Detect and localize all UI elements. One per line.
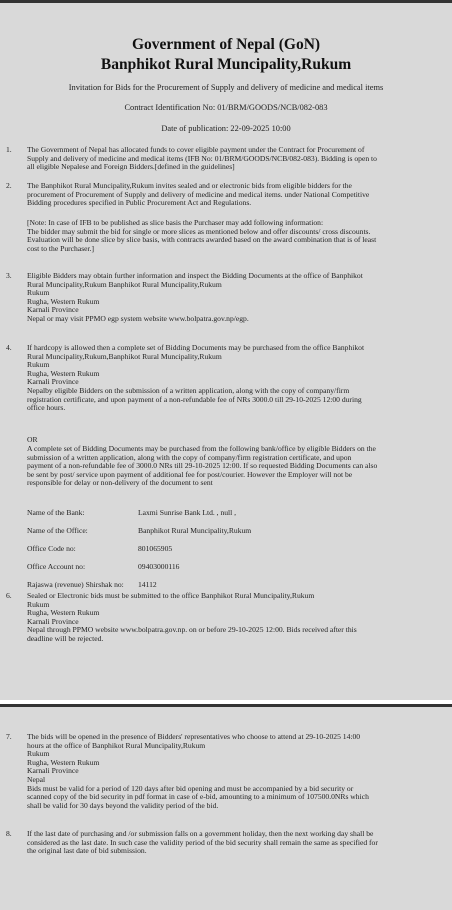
clause-text: Nepal or may visit PPMO egp system website www.bolpatra.gov.np/egp. <box>27 313 249 323</box>
clause-text: all eligible Nepalese and Foreign Bidders.[defined in the guidelines] <box>27 162 235 172</box>
bank-label: Rajaswa (revenue) Shirshak no: <box>27 580 124 589</box>
bank-value: 14112 <box>138 580 157 589</box>
clause-text: Bidding procedures specified in Public Procurement Act and Regulations. <box>27 198 252 208</box>
clause-text: Karnali Province <box>27 377 79 387</box>
contract-id: Contract Identification No: 01/BRM/GOODS/NCB/082-083 <box>124 103 328 112</box>
bank-row <box>27 562 427 572</box>
clause-text: Nepalby eligible Bidders on the submission of a written application, along with the copy of company/firm <box>27 385 350 395</box>
clause-text: shall be valid for 30 days beyond the validity period of the bid. <box>27 800 219 810</box>
clause-number: 4. <box>6 343 12 352</box>
clause-text: Bids must be valid for a period of 120 days after bid opening and must be accompanied by a bid security or <box>27 783 354 793</box>
clause-text: Rukum <box>27 749 50 759</box>
bank-row <box>27 580 427 590</box>
clause-text: A complete set of Bidding Documents may be purchased from the following bank/office by eligible Bidders on the <box>27 444 376 453</box>
note-text: Evaluation will be done slice by slice basis, with contracts awarded based on the award combination that is of least <box>27 235 377 245</box>
clause-number: 2. <box>6 181 12 190</box>
clause-text: Supply and delivery of medicine and medical items (IFB No: 01/BRM/GOODS/NCB/082-083). Bidding is open to <box>27 153 377 163</box>
clause-text: Rural Muncipality,Rukum,Banphikot Rural Muncipality,Rukum <box>27 351 222 361</box>
clause-text: responsible for delay or non-delivery of the document to sent <box>27 478 213 488</box>
clause-text: Karnali Province <box>27 766 79 776</box>
bank-label: Name of the Bank: <box>27 508 85 517</box>
bank-label: Name of the Office: <box>27 526 88 535</box>
bank-label: Office Code no: <box>27 544 76 553</box>
clause-text: Eligible Bidders may obtain further information and inspect the Bidding Documents at the office of Banphikot <box>27 271 363 280</box>
clause-text: The Banphikot Rural Muncipality,Rukum invites sealed and or electronic bids from eligible bidders for the <box>27 181 352 190</box>
clause-text: Rugha, Western Rukum <box>27 368 100 378</box>
alt-purchase-text <box>27 445 445 488</box>
bank-label: Office Account no: <box>27 562 86 571</box>
document-page-2 <box>0 704 452 910</box>
clause-text: Karnali Province <box>27 616 79 626</box>
clause-text: Rukum <box>27 360 50 370</box>
invitation-line: Invitation for Bids for the Procurement of Supply and delivery of medicine and medical items <box>68 83 384 92</box>
clause-text: If hardcopy is allowed then a complete set of Bidding Documents may be purchased from the office Banphikot <box>27 343 365 352</box>
clause-number: 6. <box>6 591 12 600</box>
clause-text: scanned copy of the bid security in pdf format in case of e-bid, amounting to a minimum of 107500.0NRs which <box>27 792 369 802</box>
bank-row <box>27 544 427 554</box>
bank-value: Banphikot Rural Muncipality,Rukum <box>138 526 252 535</box>
clause-number: 8. <box>6 829 12 838</box>
bank-row <box>27 508 427 518</box>
clause-text: The Government of Nepal has allocated funds to cover eligible payment under the Contract for Procurement of <box>27 145 365 154</box>
clause-text: office hours. <box>27 403 66 413</box>
clause-number: 1. <box>6 145 12 154</box>
clause-text: procurement of Procurement of Supply and delivery of medicine and medical items. under National Competitive <box>27 189 370 199</box>
clause-text: be sent by post/ service upon payment of additional fee for post/courier. However the Employer will not be <box>27 469 353 479</box>
bank-value: Laxmi Sunrise Bank Ltd. , null , <box>138 508 237 517</box>
clause-text: deadline will be rejected. <box>27 633 104 643</box>
clause-text: Rugha, Western Rukum <box>27 608 100 618</box>
clause-text: Rugha, Western Rukum <box>27 757 100 767</box>
clause-text: hours at the office of Banphikot Rural Muncipality,Rukum <box>27 740 206 750</box>
page-title: Government of Nepal (GoN) <box>131 36 321 53</box>
publication-date: Date of publication: 22-09-2025 10:00 <box>161 124 291 133</box>
page-top-border <box>0 704 452 707</box>
clause-text: The bids will be opened in the presence of Bidders' representatives who choose to attend at 29-10-2025 14:00 <box>27 732 361 741</box>
clause-text: Rukum <box>27 288 50 298</box>
clause-text: Rural Muncipality,Rukum Banphikot Rural Muncipality,Rukum <box>27 279 222 289</box>
clause-text: payment of a non-refundable fee of 3000.0 NRs till 29-10-2025 12:00. If so requested Bidding Documents can also <box>27 461 378 471</box>
page-subtitle: Banphikot Rural Muncipality,Rukum <box>100 56 352 73</box>
clause-number: 7. <box>6 732 12 741</box>
clause-number: 3. <box>6 271 12 280</box>
slice-note <box>27 219 445 253</box>
clause-text: submission of a written application, along with the copy of company/firm registration certificate, and upon <box>27 452 352 462</box>
page-top-border <box>0 0 452 3</box>
note-text: [Note: In case of IFB to be published as slice basis the Purchaser may add following information: <box>27 218 324 227</box>
clause-text: Sealed or Electronic bids must be submitted to the office Banphikot Rural Muncipality,Rukum <box>27 591 315 600</box>
clause-text: If the last date of purchasing and /or submission falls on a government holiday, then the next working day shall be <box>27 829 374 838</box>
bank-row <box>27 526 427 536</box>
clause-text: Rugha, Western Rukum <box>27 296 100 306</box>
clause-text: registration certificate, and upon payment of a non-refundable fee of NRs 3000.0 till 29-10-2025 12:00 during <box>27 394 362 404</box>
clause-text: considered as the last date. In such case the validity period of the bid security shall remain the same as specified for <box>27 837 378 847</box>
clause-text: Nepal <box>27 774 46 784</box>
clause-text: Karnali Province <box>27 305 79 315</box>
or-separator: OR <box>27 435 38 444</box>
clause-text: the original last date of bid submission. <box>27 846 147 856</box>
note-text: cost to the Purchaser.] <box>27 243 95 253</box>
clause-text: Nepal through PPMO website www.bolpatra.gov.np. on or before 29-10-2025 12:00. Bids received after this <box>27 625 357 635</box>
clause-text: Rukum <box>27 599 50 609</box>
bank-value: 801065905 <box>138 544 173 553</box>
note-text: The bidder may submit the bid for single or more slices as mentioned below and offer discounts/ cross discounts. <box>27 226 371 236</box>
bank-value: 09403000116 <box>138 562 180 571</box>
